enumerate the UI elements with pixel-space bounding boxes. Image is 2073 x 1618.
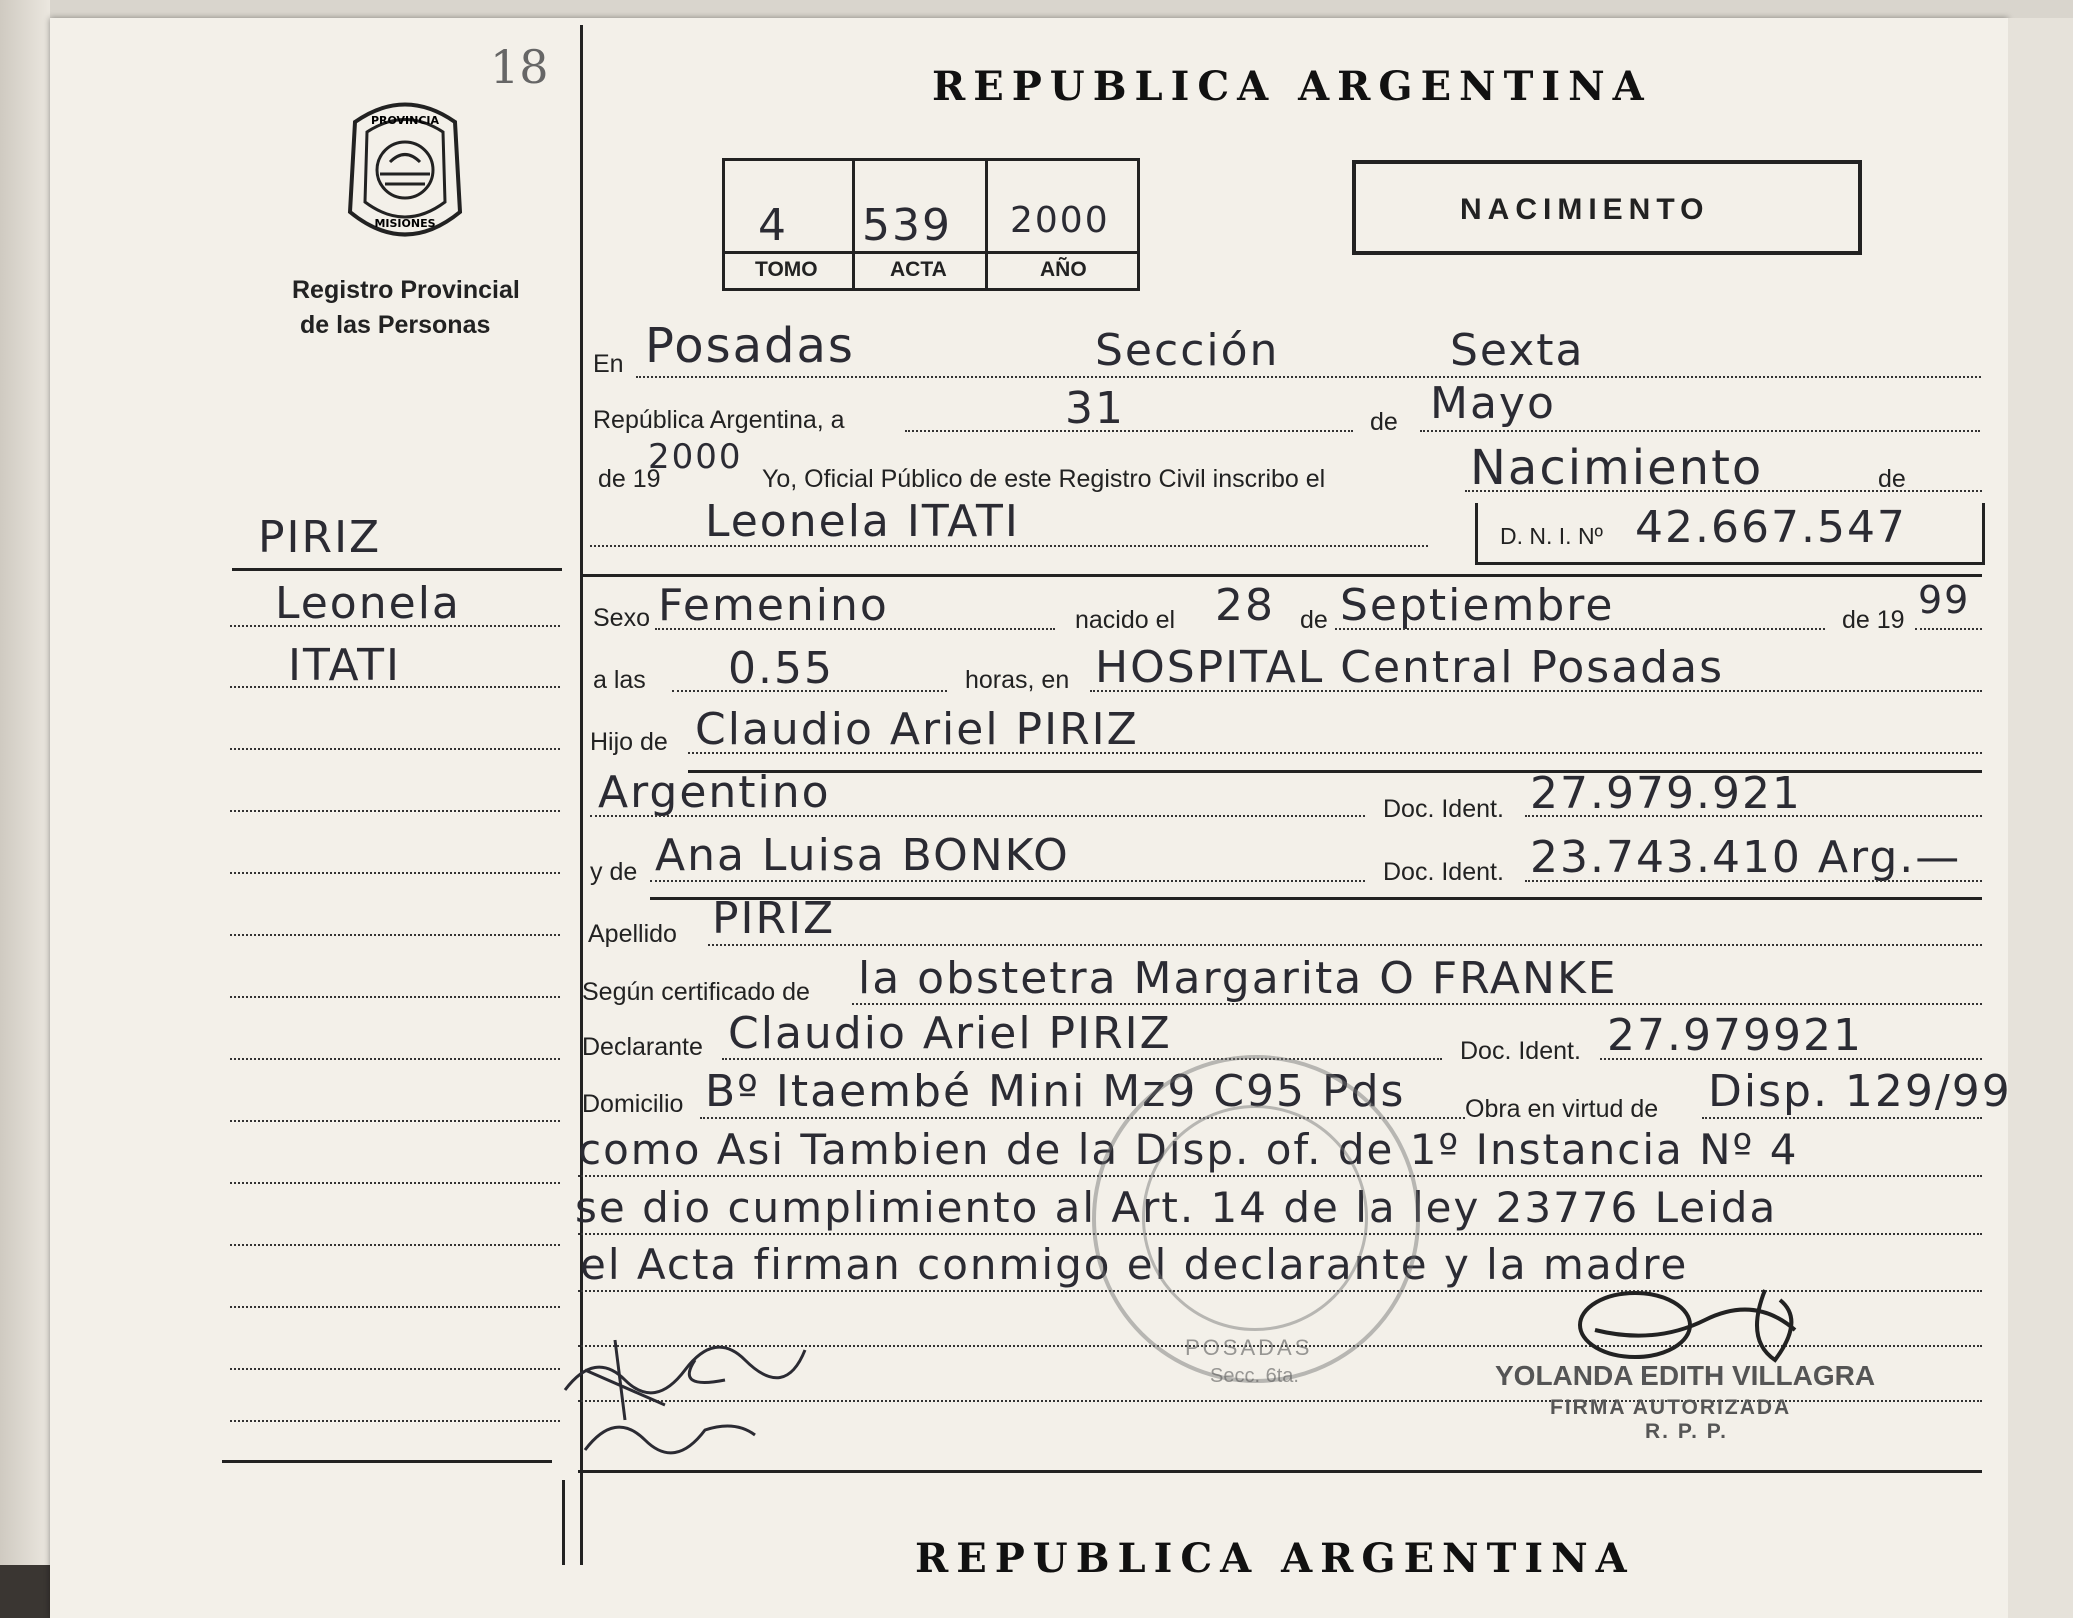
line-father-doc bbox=[1525, 815, 1982, 817]
background-top bbox=[0, 0, 2073, 18]
official-role: FIRMA AUTORIZADA bbox=[1550, 1396, 1792, 1419]
apellido-value: PIRIZ bbox=[712, 893, 836, 944]
acta-label: ACTA bbox=[890, 258, 947, 281]
de-label-3: de bbox=[1300, 606, 1328, 634]
margin-line bbox=[230, 686, 560, 688]
notes-line-1: como Asi Tambien de la Disp. of. de 1º Instancia Nº 4 bbox=[578, 1125, 1799, 1174]
place-value: Posadas bbox=[645, 318, 855, 374]
dni-label: D. N. I. Nº bbox=[1500, 523, 1603, 549]
father-nationality: Argentino bbox=[598, 767, 831, 818]
de-label: de bbox=[1370, 408, 1398, 436]
margin-surname: PIRIZ bbox=[258, 512, 382, 563]
mother-rule bbox=[650, 897, 1982, 900]
registry-name-line2: de las Personas bbox=[300, 311, 491, 339]
section-rule bbox=[582, 574, 1982, 577]
section-word: Sección bbox=[1095, 325, 1280, 376]
birth-place: HOSPITAL Central Posadas bbox=[1095, 642, 1725, 693]
seal-bottom-text: MISIONES bbox=[374, 217, 436, 230]
acta-value: 539 bbox=[862, 200, 952, 251]
declarante-label: Declarante bbox=[582, 1033, 703, 1061]
father-name: Claudio Ariel PIRIZ bbox=[695, 704, 1139, 755]
stamp-section: Secc. 6ta. bbox=[1210, 1365, 1299, 1387]
notes-line-3: el Acta firman conmigo el declarante y la madre bbox=[580, 1240, 1689, 1289]
margin-line bbox=[230, 1182, 560, 1184]
act-type-value: Nacimiento bbox=[1470, 440, 1764, 496]
official-stamp-inner bbox=[1142, 1105, 1368, 1331]
mother-doc: 23.743.410 Arg.— bbox=[1530, 832, 1962, 883]
de19-label: de 19 bbox=[1842, 606, 1905, 634]
margin-line bbox=[230, 996, 560, 998]
record-box-rule bbox=[722, 251, 1140, 254]
next-page-divider bbox=[562, 1480, 565, 1565]
father-doc-label: Doc. Ident. bbox=[1383, 795, 1504, 823]
apellido-label: Apellido bbox=[588, 920, 677, 948]
margin-line bbox=[230, 1120, 560, 1122]
hijo-label: Hijo de bbox=[590, 728, 668, 756]
hour-value: 0.55 bbox=[728, 643, 834, 694]
line-month bbox=[1420, 430, 1980, 432]
line-nationality bbox=[590, 815, 1365, 817]
republica-label: República Argentina, a bbox=[593, 406, 845, 434]
anio-label: AÑO bbox=[1040, 258, 1087, 281]
domicilio-label: Domicilio bbox=[582, 1090, 684, 1118]
country-title: REPUBLICA ARGENTINA bbox=[932, 63, 1652, 110]
next-country-title: REPUBLICA ARGENTINA bbox=[915, 1535, 1635, 1582]
margin-line bbox=[230, 872, 560, 874]
line-day bbox=[905, 430, 1353, 432]
line-apellido bbox=[708, 944, 1982, 946]
line-sexo bbox=[655, 628, 1055, 630]
month-value: Mayo bbox=[1430, 378, 1556, 429]
declarante-doc: 27.979921 bbox=[1607, 1010, 1863, 1061]
mother-name: Ana Luisa BONKO bbox=[655, 830, 1070, 881]
line-birth-month bbox=[1335, 628, 1825, 630]
obra-label: Obra en virtud de bbox=[1465, 1095, 1659, 1123]
line-hour bbox=[672, 690, 947, 692]
declarante-value: Claudio Ariel PIRIZ bbox=[728, 1008, 1172, 1059]
horas-label: horas, en bbox=[965, 666, 1070, 694]
line-birth-year bbox=[1915, 628, 1982, 630]
domicilio-value: Bº Itaembé Mini Mz9 C95 Pds bbox=[705, 1066, 1406, 1117]
tomo-label: TOMO bbox=[755, 258, 818, 281]
seal-top-text: PROVINCIA bbox=[370, 114, 440, 127]
line-declarante bbox=[722, 1058, 1442, 1060]
birth-year: 99 bbox=[1918, 578, 1971, 622]
sexo-value: Femenino bbox=[658, 580, 889, 631]
margin-rule bbox=[232, 568, 562, 571]
line-mother bbox=[650, 880, 1365, 882]
declarante-doc-label: Doc. Ident. bbox=[1460, 1037, 1581, 1065]
line-birth-place bbox=[1090, 690, 1982, 692]
margin-bottom-rule bbox=[222, 1460, 552, 1463]
line-declarante-doc bbox=[1600, 1058, 1982, 1060]
margin-given1: Leonela bbox=[275, 578, 461, 629]
mother-doc-label: Doc. Ident. bbox=[1383, 858, 1504, 886]
margin-line bbox=[230, 810, 560, 812]
anio-value: 2000 bbox=[1010, 200, 1110, 241]
father-doc: 27.979.921 bbox=[1530, 768, 1802, 819]
line-name bbox=[590, 545, 1428, 547]
section-value: Sexta bbox=[1450, 325, 1585, 376]
de-label-2: de bbox=[1878, 465, 1906, 493]
margin-line bbox=[230, 748, 560, 750]
oficial-text: Yo, Oficial Público de este Registro Civil inscribo el bbox=[762, 465, 1326, 493]
line-en bbox=[636, 376, 1981, 378]
dni-value: 42.667.547 bbox=[1635, 502, 1907, 553]
form-bottom-rule bbox=[578, 1470, 1982, 1473]
person-name: Leonela ITATI bbox=[705, 496, 1020, 547]
alas-label: a las bbox=[593, 666, 646, 694]
margin-line bbox=[230, 934, 560, 936]
stamp-city: POSADAS bbox=[1185, 1335, 1313, 1360]
day-value: 31 bbox=[1065, 383, 1125, 434]
declarant-signature-icon bbox=[555, 1310, 815, 1460]
year-value: 2000 bbox=[648, 437, 743, 477]
birth-day: 28 bbox=[1215, 580, 1275, 631]
margin-line bbox=[230, 1306, 560, 1308]
margin-given2: ITATI bbox=[288, 640, 401, 691]
sexo-label: Sexo bbox=[593, 604, 650, 632]
nacido-label: nacido el bbox=[1075, 606, 1176, 634]
book-spine bbox=[0, 0, 50, 1565]
birth-month: Septiembre bbox=[1340, 580, 1615, 631]
cert-label: Según certificado de bbox=[582, 978, 810, 1006]
document-type: NACIMIENTO bbox=[1460, 193, 1710, 226]
province-seal-icon bbox=[335, 92, 475, 252]
cert-value: la obstetra Margarita O FRANKE bbox=[858, 953, 1618, 1004]
next-page-edge bbox=[2008, 18, 2073, 1618]
line-father bbox=[688, 752, 1982, 754]
obra-value: Disp. 129/99 bbox=[1708, 1066, 2012, 1117]
yde-label: y de bbox=[590, 858, 638, 886]
margin-line bbox=[230, 1058, 560, 1060]
line-act bbox=[1465, 490, 1982, 492]
notes-line-2: se dio cumplimiento al Art. 14 de la ley 23776 Leida bbox=[575, 1183, 1778, 1232]
en-label: En bbox=[593, 350, 624, 378]
line-cert bbox=[852, 1003, 1982, 1005]
margin-line bbox=[230, 1420, 560, 1422]
registry-name-line1: Registro Provincial bbox=[292, 276, 520, 304]
tomo-value: 4 bbox=[758, 200, 788, 251]
line-obra bbox=[1702, 1117, 1982, 1119]
margin-line bbox=[230, 1244, 560, 1246]
record-box-divider bbox=[852, 158, 855, 291]
page-number: 18 bbox=[490, 40, 549, 94]
year-prefix: de 19 bbox=[598, 465, 661, 493]
margin-line bbox=[230, 625, 560, 627]
official-org: R. P. P. bbox=[1645, 1420, 1728, 1443]
line-mother-doc bbox=[1525, 880, 1982, 882]
margin-line bbox=[230, 1368, 560, 1370]
record-box-divider bbox=[985, 158, 988, 291]
official-name: YOLANDA EDITH VILLAGRA bbox=[1495, 1360, 1876, 1391]
